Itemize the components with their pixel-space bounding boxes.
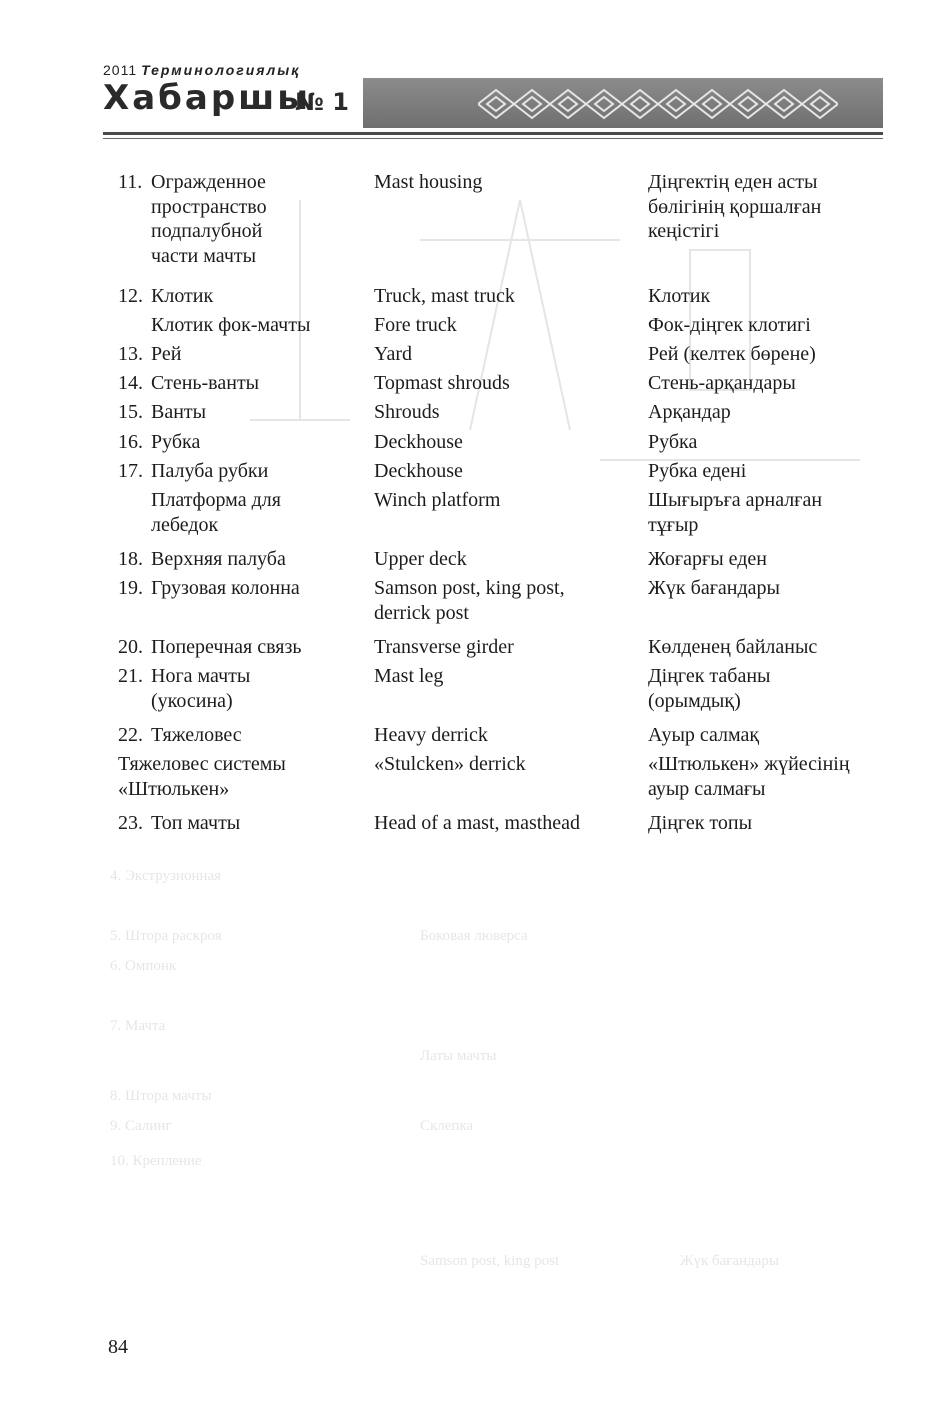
journal-subtitle: Терминологиялық xyxy=(141,62,301,78)
svg-text:8. Штора мачты: 8. Штора мачты xyxy=(110,1088,212,1104)
svg-text:Жүк бағандары: Жүк бағандары xyxy=(680,1253,779,1269)
header-rule-thick xyxy=(103,132,883,135)
term-russian: Топ мачты xyxy=(151,812,241,834)
term-russian: Ванты xyxy=(151,401,207,423)
term-english: Yard xyxy=(374,343,412,365)
svg-text:5. Штора раскроя: 5. Штора раскроя xyxy=(110,928,222,944)
page-number: 84 xyxy=(108,1336,128,1358)
term-english: Transverse girder xyxy=(374,636,514,658)
term-number: 22. xyxy=(118,724,143,746)
svg-text:10. Крепление: 10. Крепление xyxy=(110,1153,202,1169)
term-number: 11. xyxy=(118,171,143,193)
term-russian: Огражденное пространство подпалубной части мачты xyxy=(151,171,267,267)
svg-text:Samson post, king post: Samson post, king post xyxy=(420,1253,560,1269)
term-english: Samson post, king post, derrick post xyxy=(374,577,565,624)
svg-text:Склепка: Склепка xyxy=(420,1118,474,1134)
term-number: 20. xyxy=(118,636,143,658)
term-number: 16. xyxy=(118,431,143,453)
term-kazakh: «Штюлькен» жүйесінің ауыр салмағы xyxy=(648,753,850,800)
term-kazakh: Діңгектің еден асты бөлігінің қоршалған кеңістігі xyxy=(648,171,822,242)
term-russian: Клотик фок-мачты xyxy=(151,314,311,336)
term-english: Fore truck xyxy=(374,314,457,336)
term-russian: Поперечная связь xyxy=(151,636,302,658)
term-kazakh: Діңгек топы xyxy=(648,812,753,834)
term-number: 17. xyxy=(118,460,143,482)
term-kazakh: Жоғарғы еден xyxy=(648,548,767,570)
term-russian: Клотик xyxy=(151,285,214,307)
term-english: Deckhouse xyxy=(374,460,463,482)
term-number: 13. xyxy=(118,343,143,365)
term-number: 18. xyxy=(118,548,143,570)
term-english: Shrouds xyxy=(374,401,440,423)
term-russian: Верхняя палуба xyxy=(151,548,286,570)
term-english: Deckhouse xyxy=(374,431,463,453)
term-number: 15. xyxy=(118,401,143,423)
term-number: 23. xyxy=(118,812,143,834)
term-english: Topmast shrouds xyxy=(374,372,510,394)
term-kazakh: Клотик xyxy=(648,285,711,307)
term-english: Upper deck xyxy=(374,548,467,570)
term-number: 12. xyxy=(118,285,143,307)
term-russian: Палуба рубки xyxy=(151,460,269,482)
term-number: 21. xyxy=(118,665,143,687)
term-english: Head of a mast, masthead xyxy=(374,812,581,834)
term-kazakh: Ауыр салмақ xyxy=(648,724,760,746)
term-russian: Рей xyxy=(151,343,182,365)
term-kazakh: Рубка xyxy=(648,431,698,453)
term-kazakh: Шығыръға арналған тұғыр xyxy=(648,489,823,536)
svg-text:6. Омпонк: 6. Омпонк xyxy=(110,958,177,974)
term-russian: Платформа для лебедок xyxy=(151,489,281,536)
term-kazakh: Рей (келтек бөрене) xyxy=(648,343,816,365)
term-russian: Грузовая колонна xyxy=(151,577,300,599)
term-kazakh: Көлденең байланыс xyxy=(648,636,818,658)
term-russian: Стень-ванты xyxy=(151,372,260,394)
term-russian: Тяжеловес xyxy=(151,724,242,746)
journal-year: 2011 xyxy=(103,62,138,78)
term-english: Mast housing xyxy=(374,171,483,193)
term-kazakh: Рубка едені xyxy=(648,460,747,482)
term-russian: Тяжеловес системы «Штюлькен» xyxy=(118,753,286,800)
journal-year-line xyxy=(103,62,300,78)
term-english: Winch platform xyxy=(374,489,501,511)
term-russian: Нога мачты (укосина) xyxy=(151,665,251,712)
term-number: 14. xyxy=(118,372,143,394)
term-kazakh: Жүк бағандары xyxy=(648,577,780,599)
journal-title: Хабаршы xyxy=(103,78,312,118)
term-number: 19. xyxy=(118,577,143,599)
term-kazakh: Стень-арқандары xyxy=(648,372,796,394)
journal-issue: № 1 xyxy=(295,88,349,116)
term-kazakh: Діңгек табаны (орымдық) xyxy=(648,665,771,712)
svg-text:4. Экструзионная: 4. Экструзионная xyxy=(110,868,222,884)
term-english: Truck, mast truck xyxy=(374,285,515,307)
header-rule-thin xyxy=(103,138,883,139)
term-english: Heavy derrick xyxy=(374,724,488,746)
term-kazakh: Фок-діңгек клотигі xyxy=(648,314,811,336)
svg-text:Боковая люверса: Боковая люверса xyxy=(420,928,528,944)
term-russian: Рубка xyxy=(151,431,201,453)
term-english: «Stulcken» derrick xyxy=(374,753,526,775)
svg-text:7. Мачта: 7. Мачта xyxy=(110,1018,166,1034)
term-kazakh: Арқандар xyxy=(648,401,731,423)
term-english: Mast leg xyxy=(374,665,444,687)
svg-text:9. Салинг: 9. Салинг xyxy=(110,1118,172,1134)
svg-text:Латы мачты: Латы мачты xyxy=(420,1048,497,1064)
ornament-pattern-icon xyxy=(478,84,838,124)
